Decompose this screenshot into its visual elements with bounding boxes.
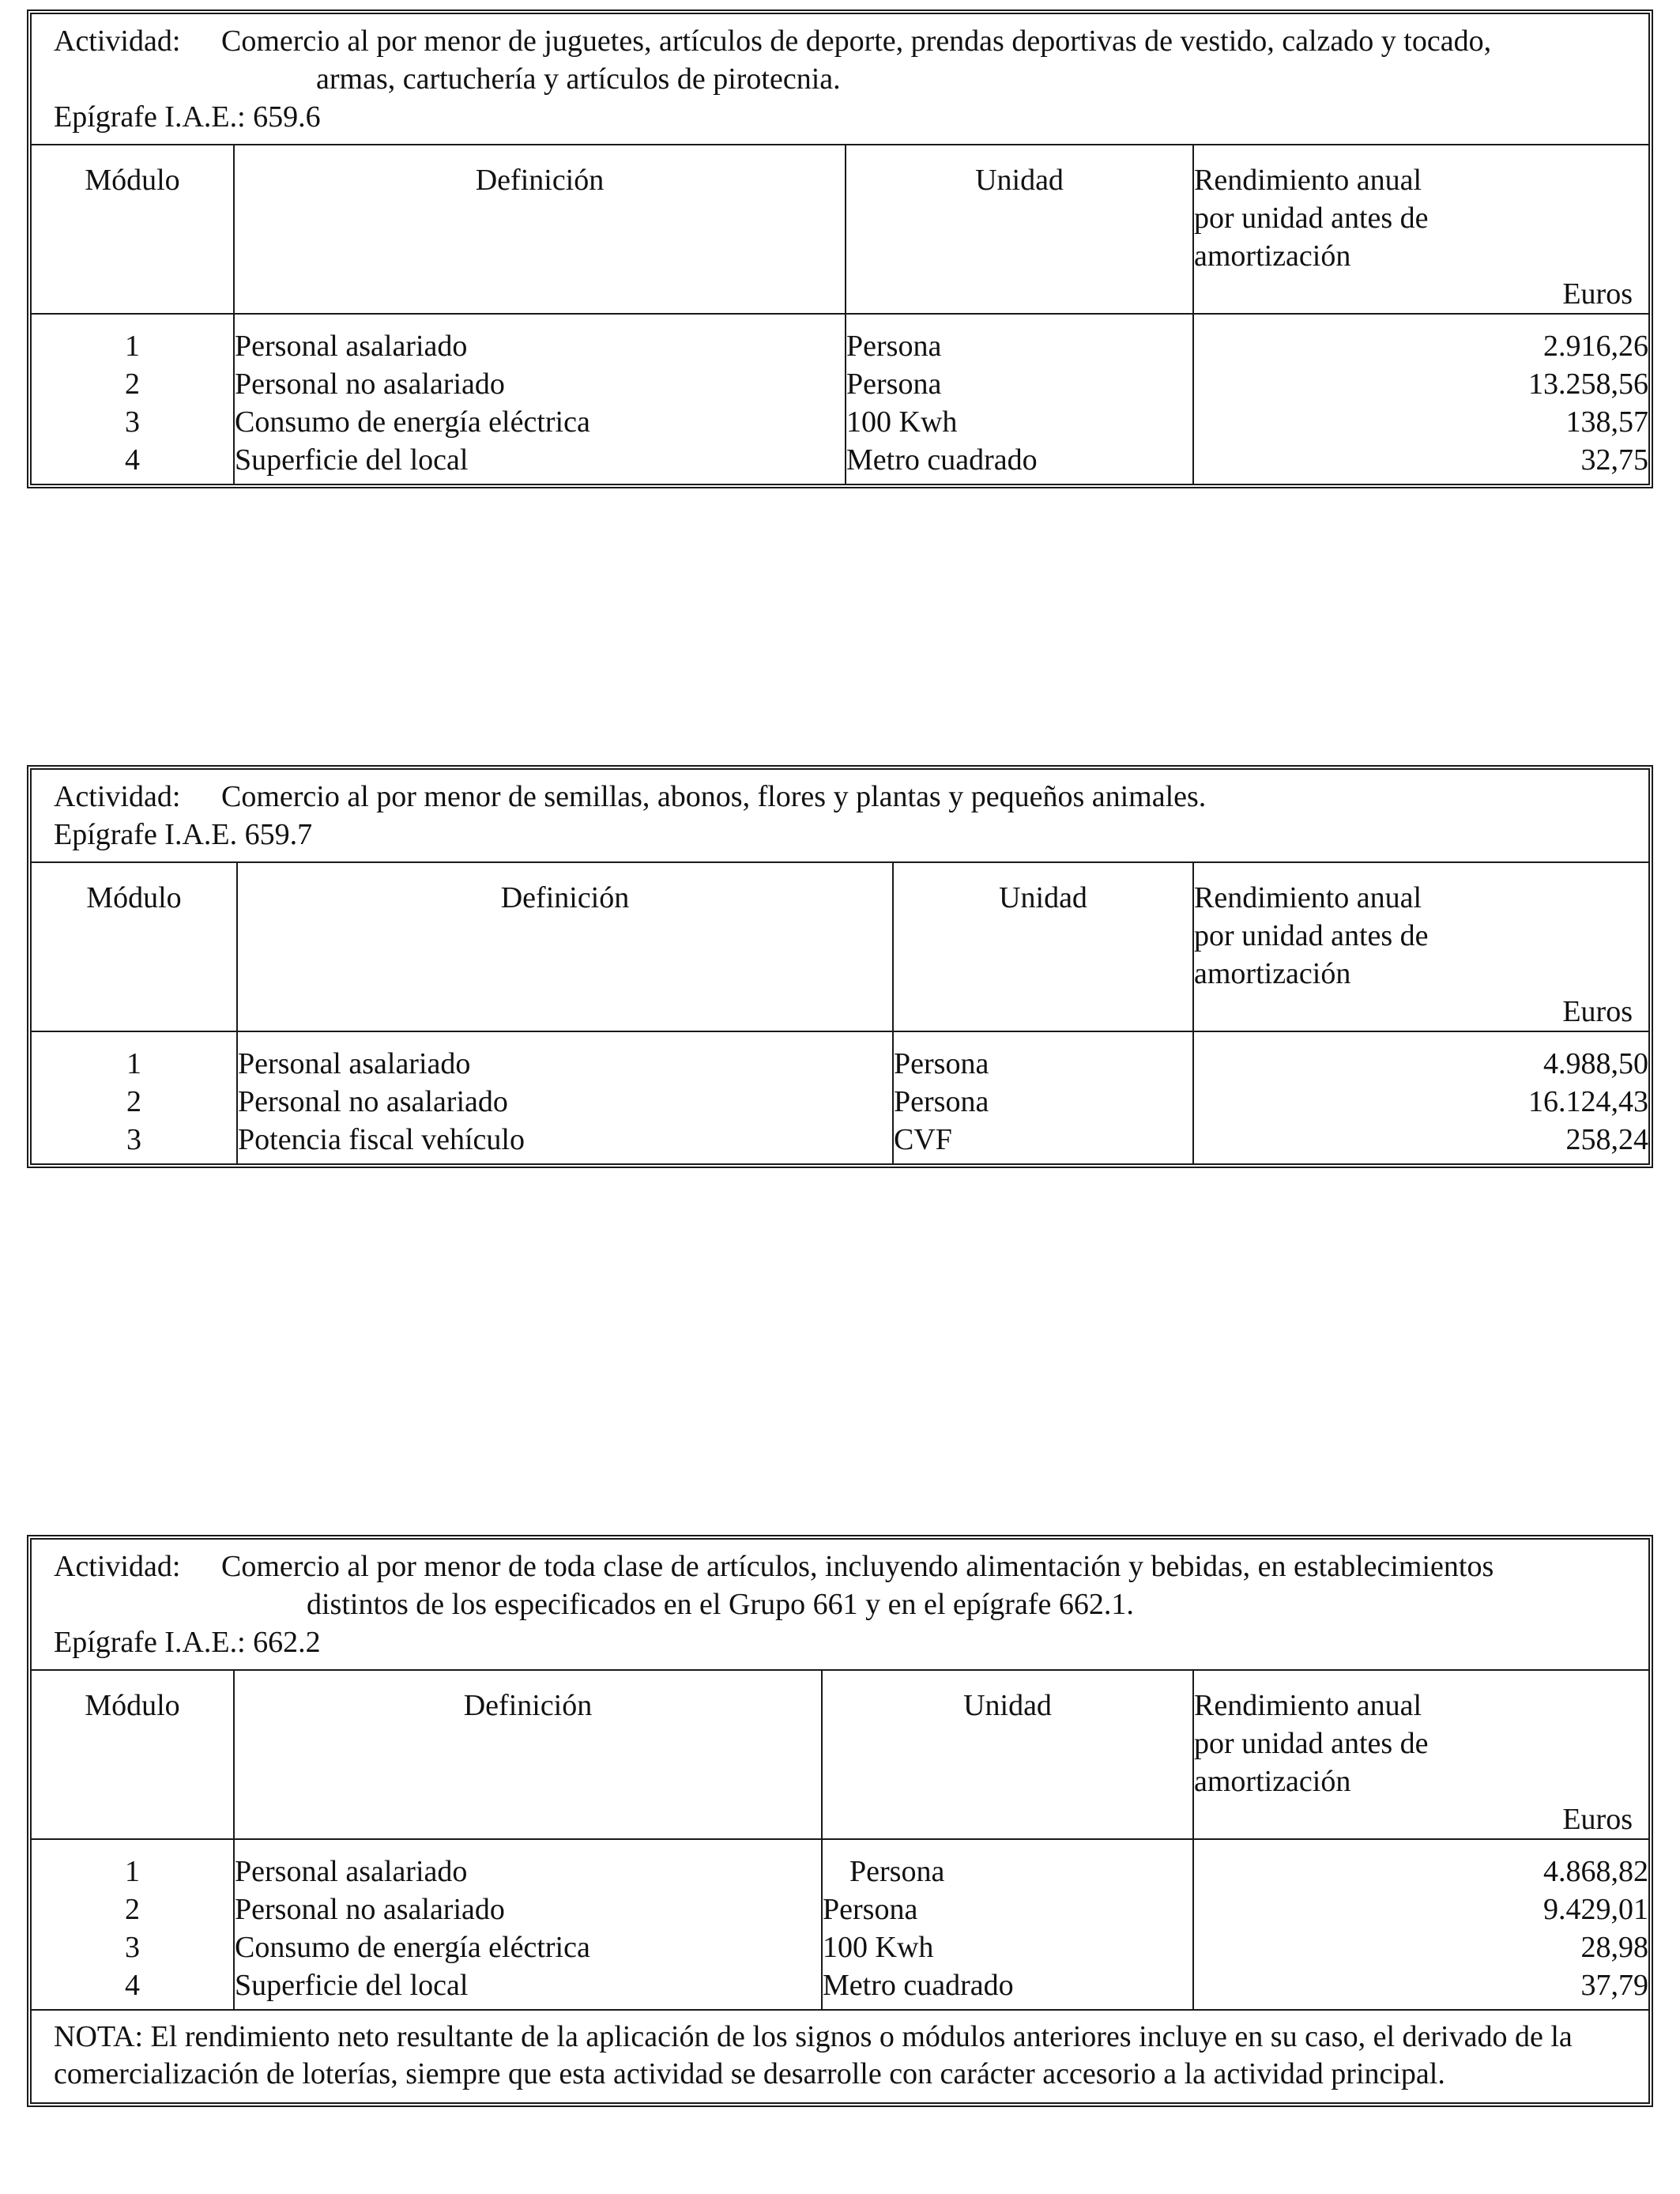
col-header-definicion: Definición xyxy=(234,145,846,314)
rendimiento-line-3: amortización xyxy=(1194,957,1351,990)
modulo-number: 2 xyxy=(32,1891,234,1928)
activity-block-662-2 xyxy=(27,1535,1653,2107)
activity-header xyxy=(32,14,1648,145)
col-header-unidad: Unidad xyxy=(893,863,1193,1031)
modules-table xyxy=(32,863,1648,1163)
table-row xyxy=(32,1966,1648,2009)
epigrafe: Epígrafe I.A.E. 659.7 xyxy=(54,818,313,851)
definicion-cell: Personal asalariado xyxy=(234,1839,822,1891)
unidad-cell: Persona xyxy=(893,1031,1193,1083)
modulo-number: 1 xyxy=(32,1839,234,1891)
actividad-label: Actividad: xyxy=(54,780,181,813)
modulo-number: 2 xyxy=(32,1083,237,1121)
table-row xyxy=(32,403,1648,441)
modulo-number: 3 xyxy=(32,1121,237,1163)
euros-label: Euros xyxy=(1562,1803,1633,1836)
modulo-number: 2 xyxy=(32,365,234,403)
table-row xyxy=(32,441,1648,484)
unidad-cell: Persona xyxy=(822,1839,1193,1891)
unidad-cell: Metro cuadrado xyxy=(822,1966,1193,2009)
euros-label: Euros xyxy=(1562,995,1633,1028)
definicion-cell: Personal asalariado xyxy=(237,1031,893,1083)
unidad-cell: Metro cuadrado xyxy=(846,441,1193,484)
modulo-number: 4 xyxy=(32,1966,234,2009)
actividad-text: Comercio al por menor de toda clase de artículos, incluyendo alimentación y bebidas, en establecimientos xyxy=(221,1550,1494,1583)
definicion-cell: Superficie del local xyxy=(234,441,846,484)
rendimiento-line-2: por unidad antes de xyxy=(1194,919,1429,952)
col-header-modulo: Módulo xyxy=(32,145,234,314)
table-header-row xyxy=(32,1671,1648,1839)
nota-footnote: NOTA: El rendimiento neto resultante de la aplicación de los signos o módulos anteriores incluye en su caso, el derivado de la comercialización de loterías, siempre que esta actividad se desarrolle con carácter accesorio a la actividad principal. xyxy=(32,2009,1648,2102)
col-header-modulo: Módulo xyxy=(32,1671,234,1839)
definicion-cell: Personal asalariado xyxy=(234,314,846,365)
unidad-cell: Persona xyxy=(846,314,1193,365)
definicion-cell: Personal no asalariado xyxy=(234,365,846,403)
col-header-unidad: Unidad xyxy=(846,145,1193,314)
rendimiento-line-1: Rendimiento anual xyxy=(1194,881,1422,914)
actividad-label: Actividad: xyxy=(54,1550,181,1583)
table-header-row xyxy=(32,863,1648,1031)
table-header-row xyxy=(32,145,1648,314)
activity-block-659-7 xyxy=(27,765,1653,1168)
col-header-definicion: Definición xyxy=(234,1671,822,1839)
table-row xyxy=(32,1121,1648,1163)
modulo-number: 3 xyxy=(32,1928,234,1966)
activity-header xyxy=(32,770,1648,863)
rendimiento-value: 28,98 xyxy=(1580,1931,1648,1964)
rendimiento-value: 16.124,43 xyxy=(1528,1085,1648,1118)
actividad-text-continued: distintos de los especificados en el Grupo 661 y en el epígrafe 662.1. xyxy=(307,1588,1134,1621)
definicion-cell: Consumo de energía eléctrica xyxy=(234,1928,822,1966)
modulo-number: 4 xyxy=(32,441,234,484)
actividad-text: Comercio al por menor de juguetes, artículos de deporte, prendas deportivas de vestido, calzado y tocado, xyxy=(221,25,1492,58)
modules-table xyxy=(32,145,1648,484)
modulo-number: 1 xyxy=(32,314,234,365)
rendimiento-value: 37,79 xyxy=(1580,1969,1648,2002)
rendimiento-value: 138,57 xyxy=(1565,405,1648,439)
actividad-text-continued: armas, cartuchería y artículos de pirotecnia. xyxy=(316,62,841,96)
table-row xyxy=(32,1083,1648,1121)
unidad-cell: Persona xyxy=(822,1891,1193,1928)
col-header-unidad: Unidad xyxy=(822,1671,1193,1839)
epigrafe: Epígrafe I.A.E.: 659.6 xyxy=(54,100,321,134)
definicion-cell: Personal no asalariado xyxy=(234,1891,822,1928)
rendimiento-line-2: por unidad antes de xyxy=(1194,1727,1429,1760)
modulo-number: 1 xyxy=(32,1031,237,1083)
epigrafe: Epígrafe I.A.E.: 662.2 xyxy=(54,1626,321,1659)
table-row xyxy=(32,1928,1648,1966)
table-row xyxy=(32,1839,1648,1891)
unidad-cell: Persona xyxy=(893,1083,1193,1121)
activity-header xyxy=(32,1540,1648,1671)
col-header-rendimiento xyxy=(1193,863,1648,1031)
definicion-cell: Superficie del local xyxy=(234,1966,822,2009)
rendimiento-value: 258,24 xyxy=(1565,1123,1648,1156)
rendimiento-value: 13.258,56 xyxy=(1528,368,1648,401)
modules-table xyxy=(32,1671,1648,2009)
actividad-label: Actividad: xyxy=(54,25,181,58)
rendimiento-value: 4.868,82 xyxy=(1543,1855,1648,1888)
modulo-number: 3 xyxy=(32,403,234,441)
table-row xyxy=(32,314,1648,365)
table-row xyxy=(32,1891,1648,1928)
rendimiento-value: 4.988,50 xyxy=(1543,1047,1648,1080)
col-header-definicion: Definición xyxy=(237,863,893,1031)
rendimiento-line-3: amortización xyxy=(1194,1765,1351,1798)
rendimiento-line-2: por unidad antes de xyxy=(1194,202,1429,235)
col-header-rendimiento xyxy=(1193,145,1648,314)
euros-label: Euros xyxy=(1562,277,1633,311)
col-header-modulo: Módulo xyxy=(32,863,237,1031)
definicion-cell: Consumo de energía eléctrica xyxy=(234,403,846,441)
definicion-cell: Personal no asalariado xyxy=(237,1083,893,1121)
rendimiento-line-1: Rendimiento anual xyxy=(1194,1689,1422,1722)
col-header-rendimiento xyxy=(1193,1671,1648,1839)
definicion-cell: Potencia fiscal vehículo xyxy=(237,1121,893,1163)
unidad-cell: 100 Kwh xyxy=(846,403,1193,441)
rendimiento-value: 32,75 xyxy=(1580,443,1648,477)
unidad-cell: Persona xyxy=(846,365,1193,403)
activity-block-659-6 xyxy=(27,9,1653,488)
rendimiento-value: 2.916,26 xyxy=(1543,330,1648,363)
table-row xyxy=(32,365,1648,403)
table-row xyxy=(32,1031,1648,1083)
rendimiento-line-3: amortización xyxy=(1194,239,1351,273)
unidad-cell: CVF xyxy=(893,1121,1193,1163)
rendimiento-value: 9.429,01 xyxy=(1543,1893,1648,1926)
rendimiento-line-1: Rendimiento anual xyxy=(1194,164,1422,197)
unidad-cell: 100 Kwh xyxy=(822,1928,1193,1966)
actividad-text: Comercio al por menor de semillas, abonos, flores y plantas y pequeños animales. xyxy=(221,780,1207,813)
